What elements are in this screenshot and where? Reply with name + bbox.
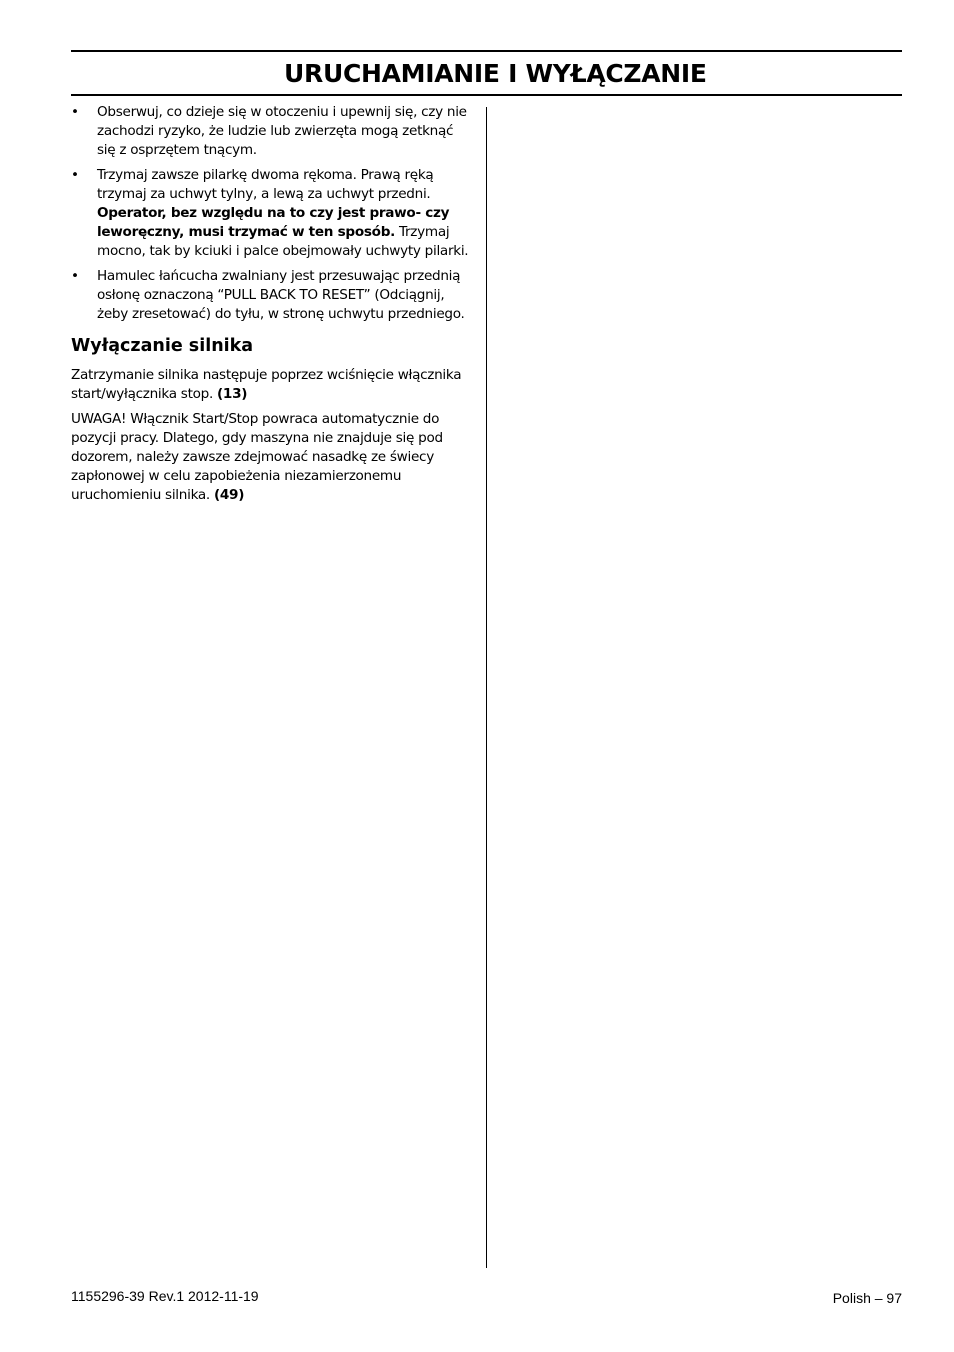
list-item [71, 267, 469, 324]
column-divider [486, 107, 487, 1268]
paragraph [71, 410, 469, 505]
left-column [71, 103, 469, 511]
section-heading: Wyłączanie silnika [71, 336, 254, 356]
list-item [71, 166, 469, 261]
bullet-marker: • [71, 268, 79, 284]
bullet-marker: • [71, 167, 79, 183]
figure-reference: (13) [217, 386, 248, 402]
paragraph [71, 366, 469, 404]
document-number: 1155296-39 Rev.1 2012-11-19 [71, 1288, 259, 1304]
bullet-text: Hamulec łańcucha zwalniany jest przesuwając przednią osłonę oznaczoną “PULL BACK TO RESET” (Odciągnij, żeby zresetować) do tyłu, w stronę uchwytu przedniego. [97, 268, 465, 322]
page-header [71, 50, 902, 96]
bullet-text: Trzymaj zawsze pilarkę dwoma rękoma. Prawą ręką trzymaj za uchwyt tylny, a lewą za uchwyt przedni. [97, 167, 434, 202]
bullet-marker: • [71, 104, 79, 120]
page-number: Polish – 97 [832, 1290, 902, 1306]
bullet-text: Trzymaj mocno, tak by kciuki i palce obejmowały uchwyty pilarki. [97, 224, 469, 259]
list-item [71, 103, 469, 160]
figure-reference: (49) [213, 487, 245, 503]
paragraph-text: UWAGA! Włącznik Start/Stop powraca automatycznie do pozycji pracy. Dlatego, gdy maszyna nie znajduje się pod dozorem, należy zawsze zdejmować nasadkę ze świecy zapłonowej w celu zapobieżenia niezamierzonemu uruchomieniu silnika. [71, 411, 443, 503]
bullet-text: Obserwuj, co dzieje się w otoczeniu i upewnij się, czy nie zachodzi ryzyko, że ludzie lub zwierzęta mogą zetknąć się z osprzętem tnącym. [97, 104, 467, 158]
page-title: URUCHAMIANIE I WYŁĄCZANIE [284, 59, 707, 88]
bullet-list [71, 103, 469, 324]
paragraph-text: Zatrzymanie silnika następuje poprzez wciśnięcie włącznika start/wyłącznika stop. [71, 367, 462, 402]
bullet-bold-text: Operator, bez względu na to czy jest prawo- czy leworęczny, musi trzymać w ten sposób. [97, 205, 450, 240]
